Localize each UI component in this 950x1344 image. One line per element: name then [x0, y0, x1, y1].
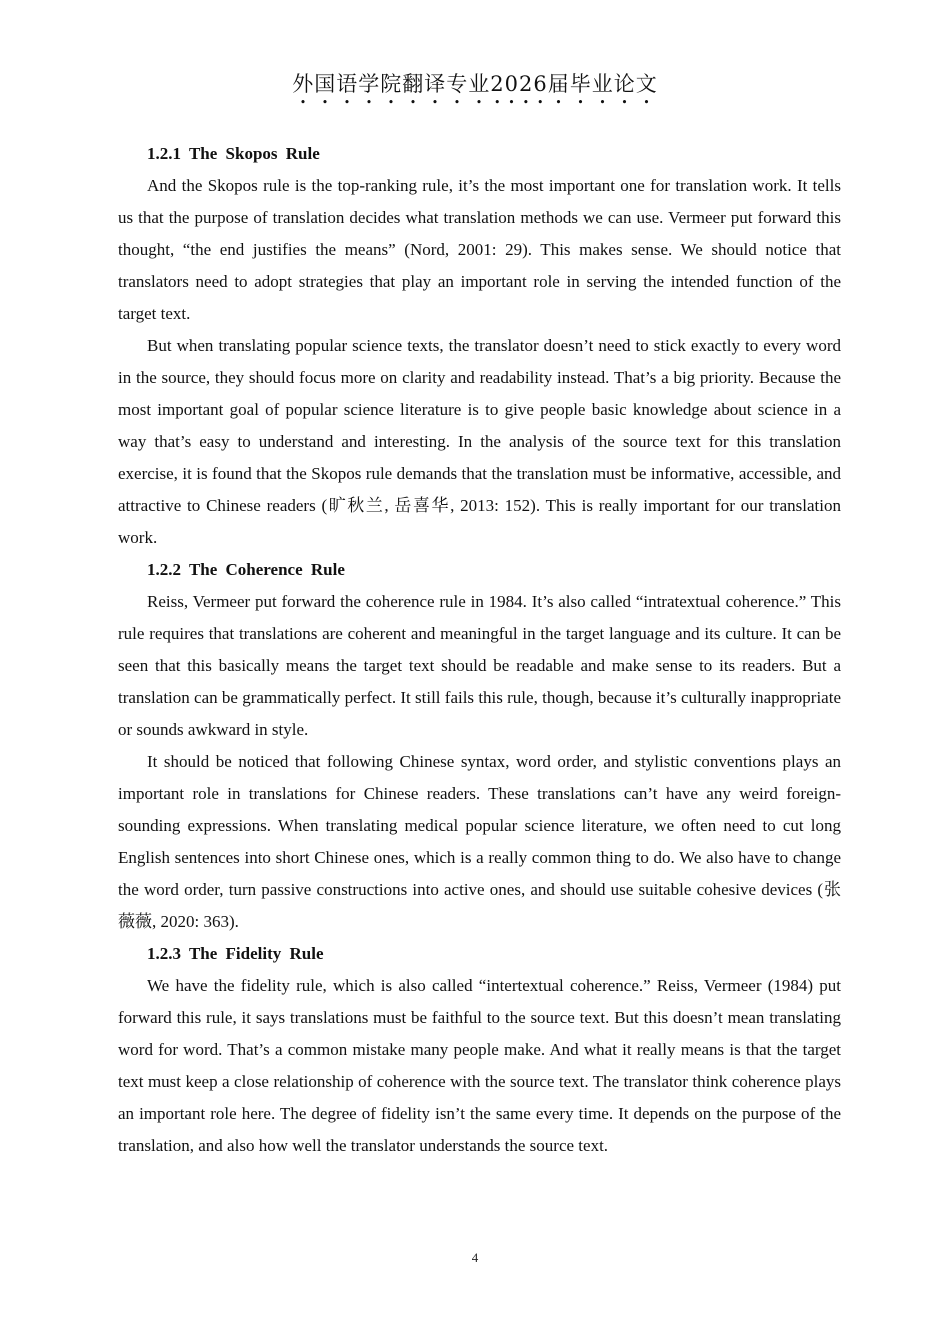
body-paragraph: And the Skopos rule is the top-ranking rule, it’s the most important one for translation work. It tells us that the purpose of translation decides what translation methods we can use. Vermeer put forward this thought, “the end justifies the means” (Nord, 2001: 29). This makes sense. We should notice that translators need to adopt strategies that play an important role in serving the intended function of the target text. [118, 176, 841, 323]
section-heading: 1.2.2 The Coherence Rule [147, 560, 345, 579]
section-coherence-rule [118, 554, 841, 938]
page-number: 4 [471, 1250, 479, 1265]
body-paragraph: Reiss, Vermeer put forward the coherence rule in 1984. It’s also called “intratextual coherence.” This rule requires that translations are coherent and meaningful in the target language and its culture. It can be seen that this basically means the target text should be readable and make sense to its readers. But a translation can be grammatically perfect. It still fails this rule, though, because it’s culturally inappropriate or sounds awkward in style. [118, 592, 841, 739]
document-body [118, 138, 841, 1162]
section-fidelity-rule [118, 938, 841, 1162]
section-heading: 1.2.3 The Fidelity Rule [147, 944, 324, 963]
body-paragraph: We have the fidelity rule, which is also called “intertextual coherence.” Reiss, Vermeer (1984) put forward this rule, it says translations must be faithful to the source text. But this doesn’t mean translating word for word. That’s a common mistake many people make. And what it really means is that the target text must keep a close relationship of coherence with the source text. The translator think coherence plays an important role here. The degree of fidelity isn’t the same every time. It depends on the purpose of the translation, and also how well the translator understands the source text. [118, 976, 841, 1155]
page-header [0, 68, 950, 109]
section-skopos-rule [118, 138, 841, 554]
body-paragraph: It should be noticed that following Chinese syntax, word order, and stylistic conventions plays an important role in translations for Chinese readers. These translations can’t have any weird foreign-sounding expressions. When translating medical popular science literature, we often need to cut long English sentences into short Chinese ones, which is a really common thing to do. We also have to change the word order, turn passive constructions into active ones, and should use suitable cohesive devices (张薇薇, 2020: 363). [118, 752, 841, 931]
body-paragraph: But when translating popular science texts, the translator doesn’t need to stick exactly to every word in the source, they should focus more on clarity and readability instead. That’s a big priority. Because the most important goal of popular science literature is to give people basic knowledge about science in a way that’s easy to understand and interesting. In the analysis of the source text for this translation exercise, it is found that the Skopos rule demands that the translation must be informative, accessible, and attractive to Chinese readers (旷秋兰, 岳喜华, 2013: 152). This is really important for our translation work. [118, 336, 841, 547]
section-heading: 1.2.1 The Skopos Rule [147, 144, 320, 163]
thesis-header-title: 外国语学院翻译专业2026届毕业论文 [292, 72, 658, 96]
